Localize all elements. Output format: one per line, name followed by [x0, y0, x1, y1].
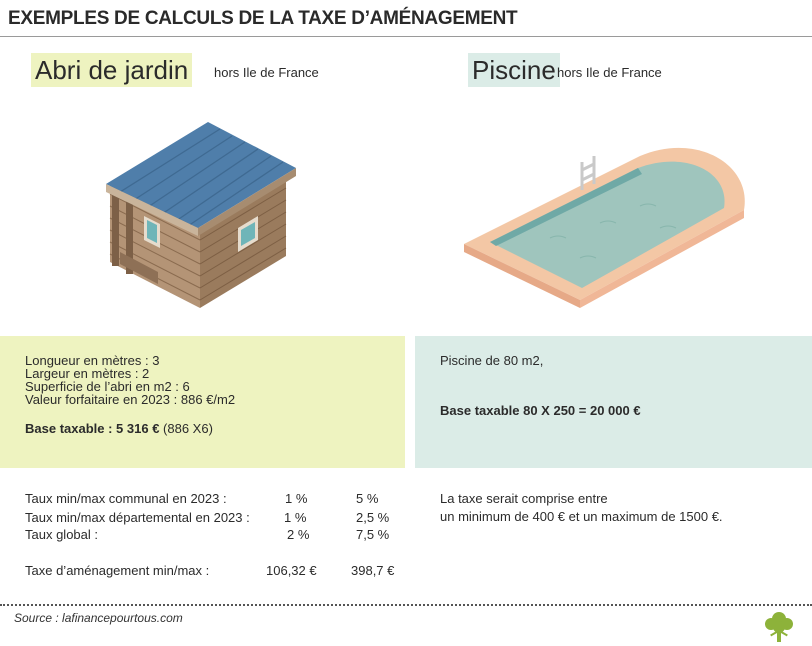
abri-superficie: Superficie de l’abri en m2 : 6 [25, 379, 190, 394]
title-divider [0, 36, 812, 37]
abri-longueur: Longueur en mètres : 3 [25, 353, 160, 368]
piscine-note-line1: La taxe serait comprise entre [440, 491, 608, 506]
abri-valeur-forfaitaire: Valeur forfaitaire en 2023 : 886 €/m2 [25, 392, 236, 407]
rate-min: 1 % [284, 510, 307, 525]
rate-max: 2,5 % [356, 510, 390, 525]
tax-max: 398,7 € [351, 563, 395, 578]
rate-label: Taux min/max communal en 2023 : [25, 491, 227, 506]
piscine-base-taxable: Base taxable 80 X 250 = 20 000 € [440, 403, 641, 418]
tree-logo-icon [762, 610, 796, 644]
abri-subheading: hors Ile de France [214, 65, 319, 80]
page-title: EXEMPLES DE CALCULS DE LA TAXE D’AMÉNAGEMENT [8, 8, 518, 29]
footer-divider [0, 604, 812, 606]
tax-label: Taxe d’aménagement min/max : [25, 563, 210, 578]
tax-min: 106,32 € [266, 563, 317, 578]
rate-max: 5 % [356, 491, 379, 506]
piscine-subheading: hors Ile de France [557, 65, 662, 80]
source-credit: Source : lafinancepourtous.com [14, 611, 183, 625]
piscine-heading: Piscine [468, 53, 560, 87]
abri-largeur: Largeur en mètres : 2 [25, 366, 150, 381]
rate-label: Taux global : [25, 527, 98, 542]
piscine-surface: Piscine de 80 m2, [440, 353, 544, 368]
rate-min: 1 % [285, 491, 308, 506]
piscine-note-line2: un minimum de 400 € et un maximum de 1500 €. [440, 509, 723, 524]
abri-base-label: Base taxable : 5 316 € [25, 421, 160, 436]
rate-label: Taux min/max départemental en 2023 : [25, 510, 250, 525]
rate-max: 7,5 % [356, 527, 390, 542]
piscine-info-panel [415, 336, 812, 468]
abri-info-panel [0, 336, 405, 468]
pool-illustration [460, 128, 760, 328]
abri-base-detail: (886 X6) [163, 421, 213, 436]
garden-shed-illustration [100, 112, 300, 312]
abri-base-taxable [25, 422, 213, 435]
abri-heading: Abri de jardin [31, 53, 192, 87]
rate-min: 2 % [287, 527, 310, 542]
